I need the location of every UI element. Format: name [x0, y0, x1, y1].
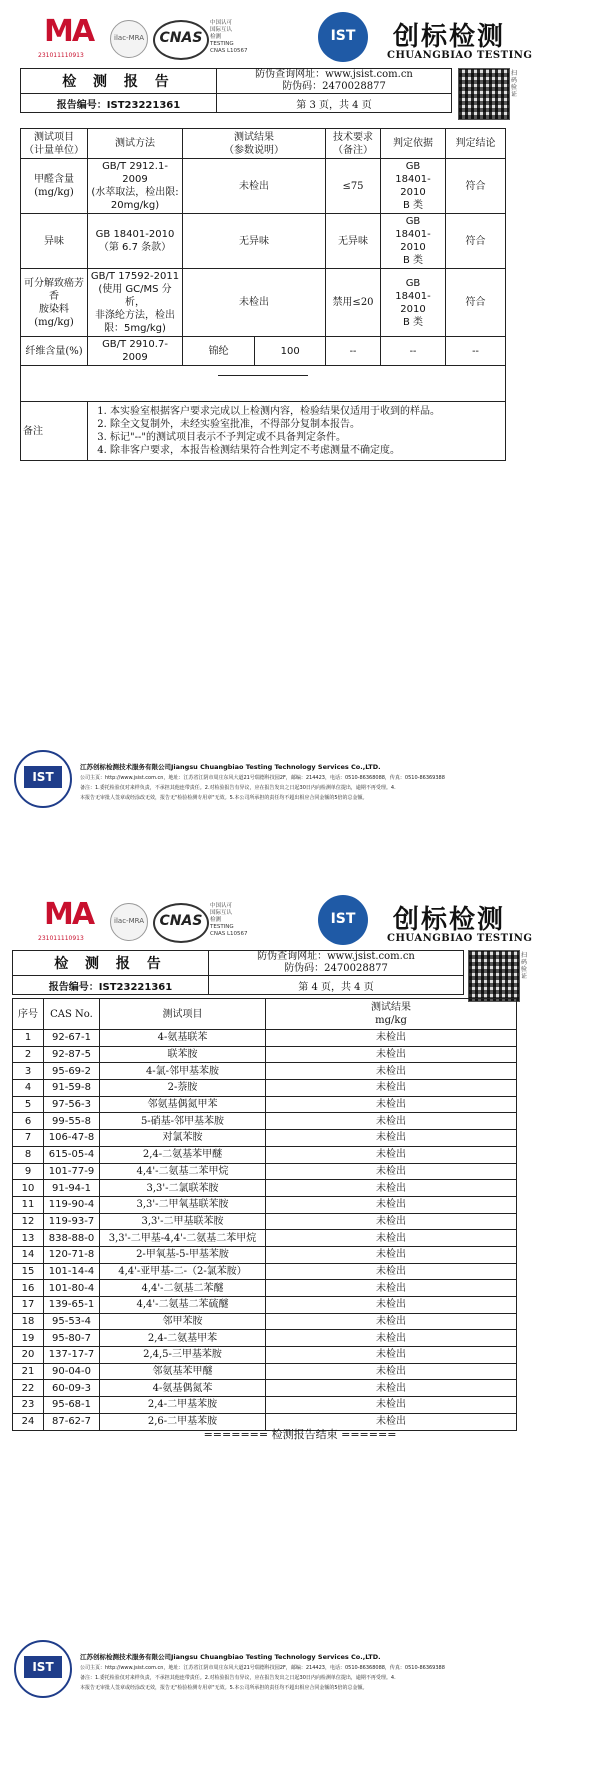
- table-row: [13, 1380, 517, 1397]
- cell-cas: 97-56-3: [44, 1096, 100, 1113]
- cell-cas: 101-80-4: [44, 1280, 100, 1297]
- cell-cas: 120-71-8: [44, 1246, 100, 1263]
- anti-fake-site: 防伪查询网址：www.jsist.com.cn: [255, 69, 413, 80]
- anti-fake-code: 防伪码：2470028877: [282, 81, 386, 92]
- cell-substance: 4,4'-亚甲基-二-（2-氯苯胺）: [100, 1263, 266, 1280]
- cell-cas: 92-87-5: [44, 1046, 100, 1063]
- report-title: 检 测 报 告: [21, 69, 217, 94]
- report-number: 报告编号：IST23221361: [13, 976, 209, 995]
- cell-cas: 137-17-7: [44, 1347, 100, 1364]
- notes-content: [88, 402, 506, 461]
- cell-result: 未检出: [266, 1413, 517, 1430]
- cell-result: 未检出: [266, 1380, 517, 1397]
- table-row: [13, 1180, 517, 1197]
- cell-cas: 95-80-7: [44, 1330, 100, 1347]
- table-row: [13, 1313, 517, 1330]
- anti-fake-info: [209, 951, 464, 976]
- cell-method: GB/T 2910.7-2009: [88, 337, 183, 366]
- col-header: 判定结论: [446, 129, 506, 159]
- cell-index: 5: [13, 1096, 44, 1113]
- cell-index: 20: [13, 1347, 44, 1364]
- ilac-label: ilac-MRA: [114, 34, 144, 42]
- cnas-logo: [153, 20, 209, 60]
- cell-requirement: 无异味: [326, 214, 381, 269]
- anti-fake-info: [217, 69, 452, 94]
- cma-code: 231011110913: [38, 935, 84, 942]
- footer-address: 公司主页：http://www.jsist.com.cn，地址：江苏省江阴市周庄东风大道21号瑞德科技园2F，邮编：214423，电话：0510-86368088，传真：0510-86369388: [80, 1665, 445, 1671]
- cell-cas: 119-93-7: [44, 1213, 100, 1230]
- cell-conclusion: 符合: [446, 214, 506, 269]
- cell-index: 11: [13, 1196, 44, 1213]
- table-row: [21, 214, 506, 269]
- cnas-logo: [153, 903, 209, 943]
- cell-index: 18: [13, 1313, 44, 1330]
- ilac-logo: [110, 903, 148, 941]
- report-title: 检 测 报 告: [13, 951, 209, 976]
- footer-note: 备注：1.委托检验仅对来样负责，不承担其他连带责任。2.对检验报告有异议，应在报告发出之日起30日内向检测单位提出，逾期不再受理。4.: [80, 785, 396, 791]
- cnas-info-line: CNAS L10567: [210, 48, 248, 54]
- cell-cas: 101-77-9: [44, 1163, 100, 1180]
- cell-conclusion: 符合: [446, 159, 506, 214]
- col-header: 测试结果 mg/kg: [266, 999, 517, 1030]
- table-row: [13, 1113, 517, 1130]
- cell-substance: 邻氨基偶氮甲苯: [100, 1096, 266, 1113]
- aromatic-amines-table: [12, 998, 517, 1431]
- cnas-info-line: 中国认可: [210, 903, 233, 909]
- cell-result: 未检出: [183, 159, 326, 214]
- cnas-info-line: 中国认可: [210, 20, 233, 26]
- cell-cas: 87-62-7: [44, 1413, 100, 1430]
- cell-conclusion: --: [446, 337, 506, 366]
- ist-seal: [14, 1640, 72, 1698]
- ist-logo-text: IST: [330, 911, 356, 927]
- cnas-info-line: 检测: [210, 917, 222, 923]
- table-row: [13, 1330, 517, 1347]
- cell-result: 未检出: [266, 1330, 517, 1347]
- cell-substance: 2-萘胺: [100, 1080, 266, 1097]
- ist-logo: [318, 12, 368, 62]
- ist-logo-text: IST: [330, 28, 356, 44]
- cell-item: 甲醛含量 (mg/kg): [21, 159, 88, 214]
- cell-result: 未检出: [266, 1046, 517, 1063]
- cell-index: 2: [13, 1046, 44, 1063]
- cell-item: 异味: [21, 214, 88, 269]
- cell-cas: 95-53-4: [44, 1313, 100, 1330]
- report-number: 报告编号：IST23221361: [21, 94, 217, 113]
- cell-result: 未检出: [266, 1196, 517, 1213]
- table-row: [13, 1397, 517, 1414]
- cell-substance: 3,3'-二甲基联苯胺: [100, 1213, 266, 1230]
- col-header: 测试结果 （参数说明）: [183, 129, 326, 159]
- cell-method: GB 18401-2010 （第 6.7 条款）: [88, 214, 183, 269]
- cell-index: 22: [13, 1380, 44, 1397]
- table-row: [13, 1347, 517, 1364]
- col-header: 测试方法: [88, 129, 183, 159]
- cell-result: 未检出: [266, 1363, 517, 1380]
- cell-cas: 615-05-4: [44, 1146, 100, 1163]
- cell-substance: 2,6-二甲基苯胺: [100, 1413, 266, 1430]
- table-row: [13, 1363, 517, 1380]
- cell-cas: 95-68-1: [44, 1397, 100, 1414]
- cnas-info-line: CNAS L10567: [210, 931, 248, 937]
- cell-requirement: --: [326, 337, 381, 366]
- brand-name-en: CHUANGBIAO TESTING: [387, 933, 533, 944]
- cell-cas: 139-65-1: [44, 1297, 100, 1314]
- cell-index: 16: [13, 1280, 44, 1297]
- cell-index: 14: [13, 1246, 44, 1263]
- cell-substance: 2,4-二氨基苯甲醚: [100, 1146, 266, 1163]
- cma-logo: [38, 12, 104, 60]
- table-row: [13, 1096, 517, 1113]
- cell-result: 未检出: [266, 1213, 517, 1230]
- cell-cas: 106-47-8: [44, 1130, 100, 1147]
- col-header: CAS No.: [44, 999, 100, 1030]
- test-results-table: [20, 128, 506, 461]
- separator-line: [218, 375, 308, 376]
- cell-percent: 100: [255, 337, 326, 366]
- cell-result: 未检出: [266, 1297, 517, 1314]
- cell-substance: 邻甲苯胺: [100, 1313, 266, 1330]
- cell-substance: 3,3'-二氯联苯胺: [100, 1180, 266, 1197]
- cell-cas: 838-88-0: [44, 1230, 100, 1247]
- table-row: [13, 1046, 517, 1063]
- table-row: [13, 1246, 517, 1263]
- footer-address: 公司主页：http://www.jsist.com.cn，地址：江苏省江阴市周庄东风大道21号瑞德科技园2F，邮编：214423，电话：0510-86368088，传真：0510-86369388: [80, 775, 445, 781]
- footer-note: 备注：1.委托检验仅对来样负责，不承担其他连带责任。2.对检验报告有异议，应在报告发出之日起30日内向检测单位提出，逾期不再受理。4.: [80, 1675, 396, 1681]
- cell-result: 未检出: [266, 1280, 517, 1297]
- cell-index: 21: [13, 1363, 44, 1380]
- table-row: [21, 159, 506, 214]
- page-indicator: 第 4 页，共 4 页: [209, 976, 464, 995]
- cell-index: 19: [13, 1330, 44, 1347]
- cell-substance: 3,3'-二甲基-4,4'-二氨基二苯甲烷: [100, 1230, 266, 1247]
- cell-result: 未检出: [266, 1130, 517, 1147]
- report-info-table: [20, 68, 452, 113]
- cell-index: 9: [13, 1163, 44, 1180]
- table-row: [13, 1146, 517, 1163]
- cell-cas: 60-09-3: [44, 1380, 100, 1397]
- cnas-info-line: TESTING: [210, 41, 234, 47]
- seal-text: IST: [24, 766, 62, 788]
- note-item: 3. 标记"--"的测试项目表示不予判定或不具备判定条件。: [110, 431, 503, 444]
- table-body: [13, 1030, 517, 1431]
- cell-result: 未检出: [266, 1397, 517, 1414]
- brand-name-cn: 创标检测: [393, 905, 506, 935]
- cell-index: 3: [13, 1063, 44, 1080]
- qr-code: [458, 68, 510, 120]
- report-page-3: [0, 0, 600, 875]
- cell-index: 23: [13, 1397, 44, 1414]
- cell-result: 未检出: [266, 1063, 517, 1080]
- footer-company: 江苏创标检测技术服务有限公司Jiangsu Chuangbiao Testing Technology Services Co.,LTD.: [80, 1653, 381, 1661]
- cnas-label: CNAS: [159, 30, 203, 46]
- cell-result: 未检出: [266, 1113, 517, 1130]
- cell-basis: --: [381, 337, 446, 366]
- table-row: [13, 1213, 517, 1230]
- note-item: 1. 本实验室根据客户要求完成以上检测内容，检验结果仅适用于收到的样品。: [110, 405, 503, 418]
- cell-substance: 5-硝基-邻甲基苯胺: [100, 1113, 266, 1130]
- cnas-info-line: 国际互认: [210, 910, 233, 916]
- cell-substance: 2,4,5-三甲基苯胺: [100, 1347, 266, 1364]
- cell-result: 未检出: [266, 1313, 517, 1330]
- notes-row: [21, 402, 506, 461]
- cell-index: 17: [13, 1297, 44, 1314]
- cell-result: 未检出: [266, 1146, 517, 1163]
- cell-result: 无异味: [183, 214, 326, 269]
- qr-caption: 扫码验证: [521, 952, 528, 980]
- page-footer: [14, 750, 574, 810]
- cell-substance: 2,4-二甲基苯胺: [100, 1397, 266, 1414]
- col-header: 测试项目: [100, 999, 266, 1030]
- note-item: 4. 除非客户要求，本报告检测结果符合性判定不考虑测量不确定度。: [110, 444, 503, 457]
- ilac-logo: [110, 20, 148, 58]
- cell-result: 未检出: [266, 1030, 517, 1047]
- cnas-info-line: TESTING: [210, 924, 234, 930]
- cell-index: 15: [13, 1263, 44, 1280]
- table-row: [13, 1030, 517, 1047]
- footer-company: 江苏创标检测技术服务有限公司Jiangsu Chuangbiao Testing Technology Services Co.,LTD.: [80, 763, 381, 771]
- cell-index: 6: [13, 1113, 44, 1130]
- cell-result: 未检出: [266, 1230, 517, 1247]
- cell-result: 未检出: [266, 1080, 517, 1097]
- note-item: 2. 除全文复制外，未经实验室批准，不得部分复制本报告。: [110, 418, 503, 431]
- table-row: [21, 269, 506, 337]
- report-page-4: [0, 880, 600, 1784]
- ilac-label: ilac-MRA: [114, 917, 144, 925]
- cma-letters: MA: [44, 14, 94, 49]
- cell-substance: 对氯苯胺: [100, 1130, 266, 1147]
- cnas-info-line: 国际互认: [210, 27, 233, 33]
- cell-result: 未检出: [266, 1180, 517, 1197]
- footer-note: 本报告无审批人签章或经涂改无效，报告无"检验检测专用章"无效。5.本公司所承担的责任均不超出相应合同金额的5倍的总金额。: [80, 795, 368, 801]
- col-header: 判定依据: [381, 129, 446, 159]
- cma-letters: MA: [44, 897, 94, 932]
- cell-result: 未检出: [266, 1246, 517, 1263]
- cnas-label: CNAS: [159, 913, 203, 929]
- cell-result: 未检出: [183, 269, 326, 337]
- page-indicator: 第 3 页，共 4 页: [217, 94, 452, 113]
- cell-item: 纤维含量(%): [21, 337, 88, 366]
- cell-substance: 4-氯-邻甲基苯胺: [100, 1063, 266, 1080]
- cell-index: 24: [13, 1413, 44, 1430]
- cell-index: 7: [13, 1130, 44, 1147]
- cell-method: GB/T 2912.1-2009 (水萃取法，检出限: 20mg/kg): [88, 159, 183, 214]
- ist-seal: [14, 750, 72, 808]
- separator-cell: [21, 366, 506, 402]
- table-row: [13, 1297, 517, 1314]
- cell-substance: 2,4-二氨基甲苯: [100, 1330, 266, 1347]
- col-header: 测试项目 （计量单位）: [21, 129, 88, 159]
- qr-caption: 扫码验证: [511, 70, 518, 98]
- cnas-info-line: 检测: [210, 34, 222, 40]
- col-header: 序号: [13, 999, 44, 1030]
- cell-substance: 邻氨基苯甲醚: [100, 1363, 266, 1380]
- cell-result: 未检出: [266, 1163, 517, 1180]
- cell-result: 未检出: [266, 1347, 517, 1364]
- cell-substance: 3,3'-二甲氧基联苯胺: [100, 1196, 266, 1213]
- brand-name-en: CHUANGBIAO TESTING: [387, 50, 533, 61]
- notes-label: 备注: [21, 402, 88, 461]
- cell-requirement: 禁用≤20: [326, 269, 381, 337]
- cell-index: 10: [13, 1180, 44, 1197]
- cell-basis: GB 18401-2010 B 类: [381, 269, 446, 337]
- end-of-report: ======= 检测报告结束 ======: [203, 1428, 397, 1441]
- table-row: [13, 1280, 517, 1297]
- anti-fake-site: 防伪查询网址：www.jsist.com.cn: [257, 951, 415, 962]
- cell-basis: GB 18401-2010 B 类: [381, 214, 446, 269]
- table-row: [13, 1130, 517, 1147]
- cell-substance: 4,4'-二氨基二苯硫醚: [100, 1297, 266, 1314]
- cell-cas: 91-94-1: [44, 1180, 100, 1197]
- table-row: [13, 1263, 517, 1280]
- cell-conclusion: 符合: [446, 269, 506, 337]
- header-logos: [38, 12, 568, 67]
- cell-cas: 101-14-4: [44, 1263, 100, 1280]
- footer-note: 本报告无审批人签章或经涂改无效，报告无"检验检测专用章"无效。5.本公司所承担的责任均不超出相应合同金额的5倍的总金额。: [80, 1685, 368, 1691]
- cell-substance: 2-甲氧基-5-甲基苯胺: [100, 1246, 266, 1263]
- cell-substance: 4,4'-二氨基二苯醚: [100, 1280, 266, 1297]
- table-row: [13, 1080, 517, 1097]
- cell-index: 8: [13, 1146, 44, 1163]
- qr-code: [468, 950, 520, 1002]
- cell-method: GB/T 17592-2011 (使用 GC/MS 分析， 非涤纶方法，检出 限：5mg/kg): [88, 269, 183, 337]
- cma-logo: [38, 895, 104, 943]
- seal-text: IST: [24, 1656, 62, 1678]
- anti-fake-code: 防伪码：2470028877: [284, 963, 388, 974]
- cell-result: 未检出: [266, 1096, 517, 1113]
- table-row: [13, 1196, 517, 1213]
- cell-substance: 4-氨基偶氮苯: [100, 1380, 266, 1397]
- cell-requirement: ≤75: [326, 159, 381, 214]
- cell-substance: 4-氨基联苯: [100, 1030, 266, 1047]
- ist-logo: [318, 895, 368, 945]
- brand-name-cn: 创标检测: [393, 22, 506, 52]
- cell-basis: GB 18401-2010 B 类: [381, 159, 446, 214]
- cell-result: 未检出: [266, 1263, 517, 1280]
- cell-cas: 90-04-0: [44, 1363, 100, 1380]
- page-footer: [14, 1640, 574, 1700]
- header-logos: [38, 895, 568, 950]
- table-row: [13, 1230, 517, 1247]
- table-row: [21, 337, 506, 366]
- cell-cas: 92-67-1: [44, 1030, 100, 1047]
- cell-index: 12: [13, 1213, 44, 1230]
- cell-cas: 99-55-8: [44, 1113, 100, 1130]
- table-row: [13, 1063, 517, 1080]
- table-row: [21, 366, 506, 402]
- cnas-info: [210, 20, 248, 55]
- cell-substance: 联苯胺: [100, 1046, 266, 1063]
- report-info-table: [12, 950, 464, 995]
- cell-cas: 95-69-2: [44, 1063, 100, 1080]
- col-header: 技术要求 （备注）: [326, 129, 381, 159]
- table-row: [13, 1163, 517, 1180]
- cnas-info: [210, 903, 248, 938]
- cell-fiber: 锦纶: [183, 337, 255, 366]
- cell-substance: 4,4'-二氨基二苯甲烷: [100, 1163, 266, 1180]
- cell-index: 1: [13, 1030, 44, 1047]
- cma-code: 231011110913: [38, 52, 84, 59]
- cell-item: 可分解致癌芳香 胺染料(mg/kg): [21, 269, 88, 337]
- cell-index: 4: [13, 1080, 44, 1097]
- cell-cas: 119-90-4: [44, 1196, 100, 1213]
- cell-index: 13: [13, 1230, 44, 1247]
- cell-cas: 91-59-8: [44, 1080, 100, 1097]
